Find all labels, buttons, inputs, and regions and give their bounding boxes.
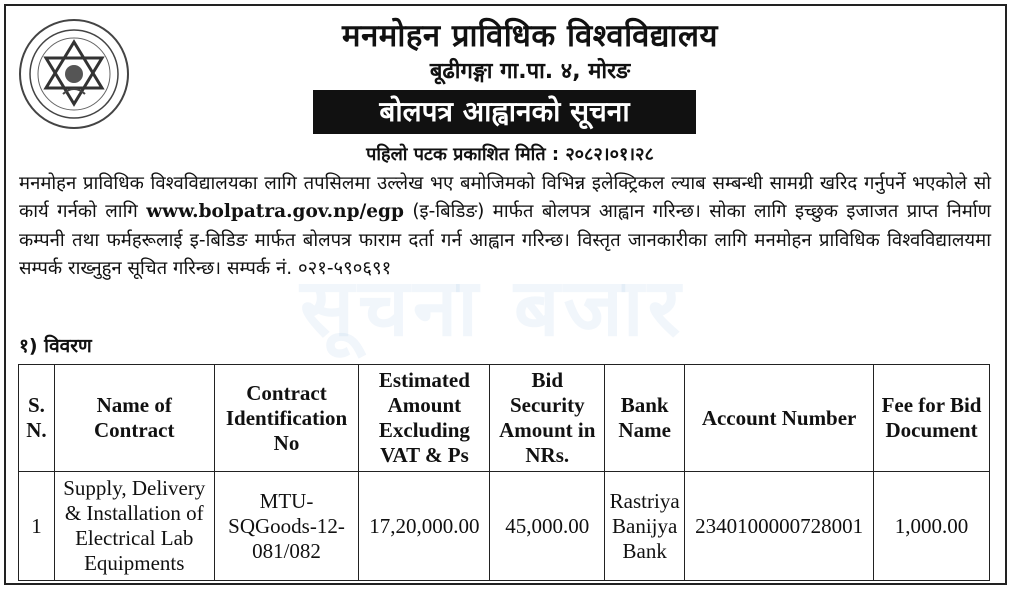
table-row xyxy=(19,472,990,581)
col-header-account: Account Number xyxy=(685,365,874,472)
notice-body-part1: मनमोहन प्राविधिक विश्वविद्यालयका लागि तपसिलमा उल्लेख भए बमोजिमको विभिन्न इलेक्ट्रिकल ल्याब सम्बन्धी सामग्री खरिद गर्नुपर्ने भएकोले सो कार्य गर्नको लागि xyxy=(19,173,991,223)
university-seal-icon xyxy=(18,18,130,130)
watermark: सूचना बजार xyxy=(300,261,685,354)
notice-title-banner: बोलपत्र आह्वानको सूचना xyxy=(313,90,696,134)
table-header-row xyxy=(19,365,990,472)
cell-bank: Rastriya Banijya Bank xyxy=(605,472,685,581)
bid-details-table xyxy=(18,364,990,581)
first-published-date: पहिलो पटक प्रकाशित मिति : २०८२।०१।२८ xyxy=(366,144,654,165)
cell-account: 2340100000728001 xyxy=(685,472,874,581)
col-header-fee: Fee for Bid Document xyxy=(874,365,990,472)
notice-body-part2: (इ-बिडिङ) मार्फत बोलपत्र आह्वान गरिन्छ। सोका लागि इच्छुक इजाजत प्राप्त निर्माण कम्पनी तथा फर्महरूलाई इ-बिडिङ मार्फत बोलपत्र फाराम दर्ता गर्न आह्वान गरिन्छ। विस्तृत जानकारीका लागि मनमोहन प्राविधिक विश्वविद्यालयमा सम्पर्क राख्नुहुन सूचित गरिन्छ। सम्पर्क नं. ०२१-५९०६९१ xyxy=(19,201,991,279)
col-header-contract-id: Contract Identification No xyxy=(214,365,359,472)
cell-sn: 1 xyxy=(19,472,55,581)
col-header-estimated: Estimated Amount Excluding VAT & Ps xyxy=(359,365,490,472)
cell-estimated: 17,20,000.00 xyxy=(359,472,490,581)
col-header-bid-security: Bid Security Amount in NRs. xyxy=(490,365,605,472)
egp-link[interactable]: www.bolpatra.gov.np/egp xyxy=(146,201,404,223)
cell-name: Supply, Delivery & Installation of Electrical Lab Equipments xyxy=(54,472,214,581)
col-header-name: Name of Contract xyxy=(54,365,214,472)
col-header-sn: S. N. xyxy=(19,365,55,472)
university-title: मनमोहन प्राविधिक विश्वविद्यालय xyxy=(342,18,718,54)
cell-bid-security: 45,000.00 xyxy=(490,472,605,581)
university-address: बूढीगङ्गा गा.पा. ४, मोरङ xyxy=(429,59,631,84)
notice-body xyxy=(19,170,991,283)
cell-fee: 1,000.00 xyxy=(874,472,990,581)
col-header-bank: Bank Name xyxy=(605,365,685,472)
cell-contract-id: MTU-SQGoods-12-081/082 xyxy=(214,472,359,581)
details-heading: १) विवरण xyxy=(19,335,92,357)
